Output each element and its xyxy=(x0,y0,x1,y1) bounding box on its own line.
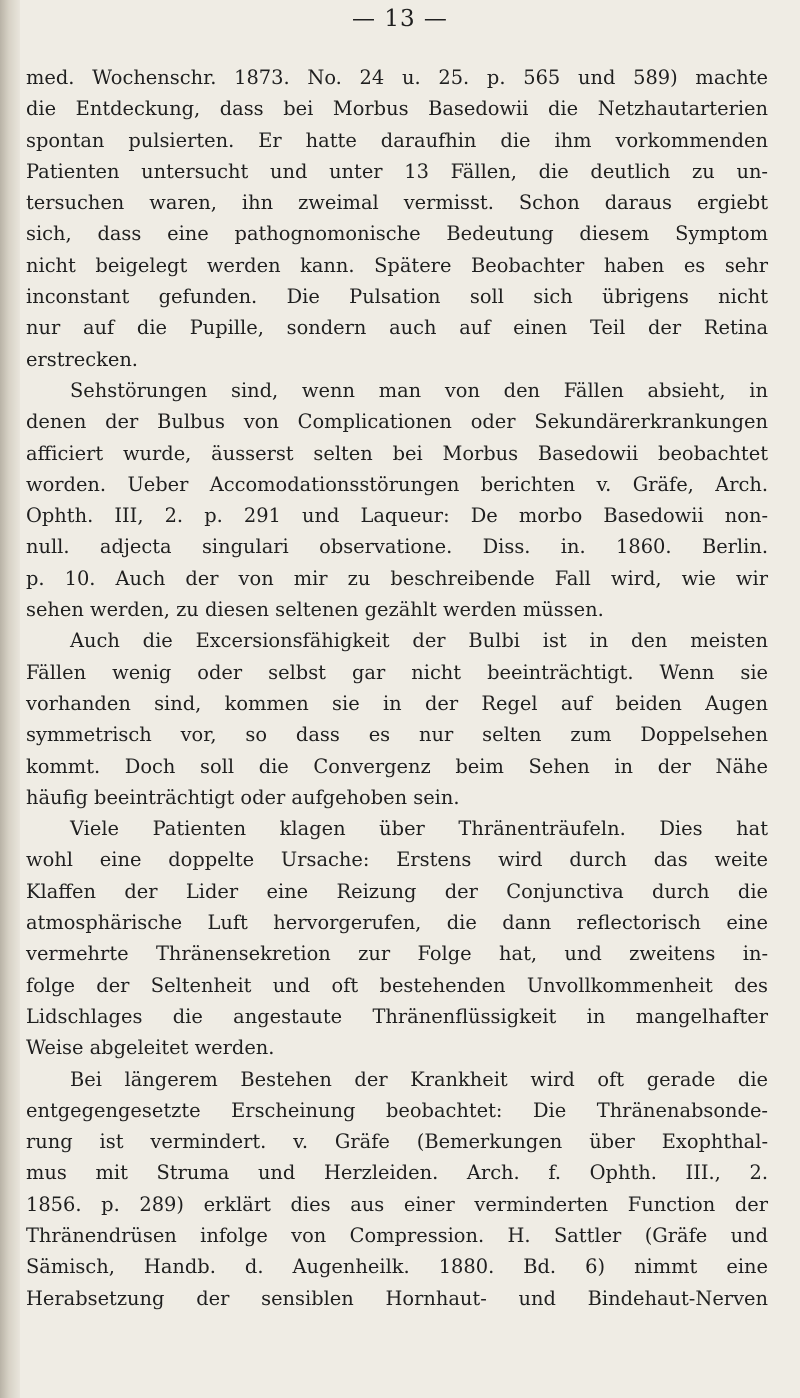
text-line: symmetrisch vor, so dass es nur selten zum Doppelsehen xyxy=(26,723,768,747)
text-line: Klaffen der Lider eine Reizung der Conjunctiva durch die xyxy=(26,879,768,903)
text-line: Ophth. III, 2. p. 291 und Laqueur: De morbo Basedowii non- xyxy=(26,504,768,528)
text-line: p. 10. Auch der von mir zu beschreibende Fall wird, wie wir xyxy=(26,566,768,590)
text-line: nur auf die Pupille, sondern auch auf einen Teil der Retina xyxy=(26,316,768,340)
text-line: Thränendrüsen infolge von Compression. H. Sattler (Gräfe und xyxy=(26,1223,768,1247)
text-line: kommt. Doch soll die Convergenz beim Sehen in der Nähe xyxy=(26,754,768,778)
text-line: Auch die Excersionsfähigkeit der Bulbi ist in den meisten xyxy=(70,629,768,653)
text-line: spontan pulsierten. Er hatte daraufhin die ihm vorkommenden xyxy=(26,128,768,152)
text-line: Herabsetzung der sensiblen Hornhaut- und Bindehaut-Nerven xyxy=(26,1286,768,1310)
text-line: Lidschlages die angestaute Thränenflüssigkeit in mangelhafter xyxy=(26,1004,768,1028)
text-line: Weise abgeleitet werden. xyxy=(26,1036,275,1060)
text-line: Patienten untersucht und unter 13 Fällen, die deutlich zu un- xyxy=(26,159,768,183)
text-line: denen der Bulbus von Complicationen oder Sekundärerkrankungen xyxy=(26,410,768,434)
text-line: med. Wochenschr. 1873. No. 24 u. 25. p. 565 und 589) machte xyxy=(26,66,768,89)
text-line: Fällen wenig oder selbst gar nicht beeinträchtigt. Wenn sie xyxy=(26,660,768,684)
text-line: atmosphärische Luft hervorgerufen, die dann reflectorisch eine xyxy=(26,911,768,935)
text-line: vorhanden sind, kommen sie in der Regel auf beiden Augen xyxy=(26,691,768,715)
text-line: mus mit Struma und Herzleiden. Arch. f. Ophth. III., 2. xyxy=(26,1161,768,1185)
page-number: — 13 — xyxy=(352,6,448,32)
text-line: 1856. p. 289) erklärt dies aus einer verminderten Function der xyxy=(26,1192,768,1216)
text-line: sehen werden, zu diesen seltenen gezählt werden müssen. xyxy=(26,598,604,622)
text-line: null. adjecta singulari observatione. Diss. in. 1860. Berlin. xyxy=(26,535,768,559)
text-line: häufig beeinträchtigt oder aufgehoben sein. xyxy=(26,785,460,809)
text-line: afficiert wurde, äusserst selten bei Morbus Basedowii beobachtet xyxy=(26,441,768,465)
text-line: inconstant gefunden. Die Pulsation soll sich übrigens nicht xyxy=(26,285,768,309)
book-gutter-shadow xyxy=(0,0,20,1398)
text-line: Viele Patienten klagen über Thränenträufeln. Dies hat xyxy=(70,817,768,841)
text-line: wohl eine doppelte Ursache: Erstens wird durch das weite xyxy=(26,848,768,872)
text-line: entgegengesetzte Erscheinung beobachtet: Die Thränenabsonde- xyxy=(26,1098,768,1122)
text-line: nicht beigelegt werden kann. Spätere Beobachter haben es sehr xyxy=(26,253,768,277)
text-line: worden. Ueber Accomodationsstörungen berichten v. Gräfe, Arch. xyxy=(26,472,768,496)
text-line: Bei längerem Bestehen der Krankheit wird oft gerade die xyxy=(70,1067,768,1091)
text-line: folge der Seltenheit und oft bestehenden Unvollkommenheit des xyxy=(26,973,768,997)
text-line: rung ist vermindert. v. Gräfe (Bemerkungen über Exophthal- xyxy=(26,1130,768,1154)
body-text xyxy=(26,62,768,1314)
text-line: erstrecken. xyxy=(26,347,138,371)
text-line: vermehrte Thränensekretion zur Folge hat, und zweitens in- xyxy=(26,942,768,966)
text-line: sich, dass eine pathognomonische Bedeutung diesem Symptom xyxy=(26,222,768,246)
text-line: Sehstörungen sind, wenn man von den Fällen absieht, in xyxy=(70,378,768,402)
text-line: die Entdeckung, dass bei Morbus Basedowii die Netzhautarterien xyxy=(26,97,768,121)
text-line: Sämisch, Handb. d. Augenheilk. 1880. Bd. 6) nimmt eine xyxy=(26,1255,768,1279)
text-line: tersuchen waren, ihn zweimal vermisst. Schon daraus ergiebt xyxy=(26,191,768,215)
